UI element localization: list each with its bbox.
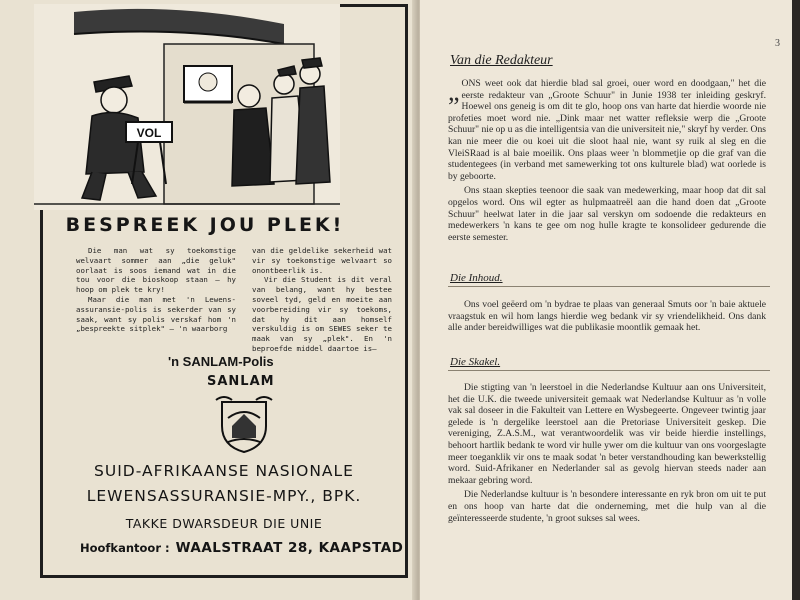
editor-heading: Van die Redakteur bbox=[450, 53, 553, 68]
contents-paragraph: Ons voel geëerd om 'n bydrae te plaas van generaal Smuts oor 'n baie aktuele vraagstuk en wil hom langs hierdie weg bedank vir sy vriendelikheid. Ons dank alle ander bereidwilliges wat die publikasie moontlik gemaak het. bbox=[448, 299, 766, 334]
vol-sign-text: VOL bbox=[136, 126, 162, 140]
link-paragraph: Die Nederlandse kultuur is 'n besondere interessante en ryk bron om uit te put en ons hoop van harte dat die onderneming, met die hulp van al die geïnteresseerde studente, 'n groot sukses sal wees. bbox=[448, 489, 766, 524]
company-name-line-1: SUID-AFRIKAANSE NASIONALE bbox=[94, 462, 354, 480]
head-office bbox=[80, 537, 403, 556]
ad-paragraph: Die man wat sy toekomstige welvaart sommer aan „die geluk" oorlaat is soos iemand wat in die tou voor die bioskoop staan — hy hoop om plek te kry! bbox=[76, 246, 236, 295]
contents-section bbox=[448, 299, 766, 337]
polis-line: 'n SANLAM-Polis bbox=[168, 354, 274, 369]
contents-heading: Die Inhoud. bbox=[450, 272, 503, 284]
sanlam-emblem-icon bbox=[212, 392, 276, 456]
branches-line: TAKKE DWARSDEUR DIE UNIE bbox=[125, 516, 323, 531]
brand-name: SANLAM bbox=[207, 374, 275, 389]
ad-headline: BESPREEK JOU PLEK! bbox=[65, 214, 345, 236]
company-name-line-2: LEWENSASSURANSIE-MPY., BPK. bbox=[86, 487, 362, 505]
ad-paragraph: van die geldelike sekerheid wat vir sy toekomstige welvaart so onontbeerlik is. bbox=[252, 246, 392, 275]
right-page bbox=[420, 0, 792, 600]
editor-paragraph: Ons staan skepties teenoor die saak van medewerking, maar hoop dat dit sal opgelos word. Ons wil egter as hulpmaatreël aan die hand doen dat „Groote Schuur" heelwat later in die jaar sal verskyn om sodoende die redakteurs en medewerkers 'n kans te gee om nog hulle kragte te konsolideer gedurende die eerste semester. bbox=[448, 185, 766, 243]
link-paragraph: Die stigting van 'n leerstoel in die Nederlandse Kultuur aan ons Universiteit, het die U.K. die tweede universiteit gemaak wat Nederlandse Kultuur as 'n volle vak sal doseer in die Fakulteit van Lettere en Wysbegeerte. Ongeveer twintig jaar gelede is 'n dergelike leerstoel aan die Pretoriase Universiteit geskep. Die vereniging, Z.A.S.M., wat verantwoordelik was vir beide hierdie instellings, behoort hartlik bedank te word vir hulle ywer om die kultuur van ons voorgeslagte meer toeganklik vir ons te maak sodat 'n beter verstandhouding kan bewerkstellig word. Suid-Afrikaner en Nederlander sal as gevolg hiervan steeds nader aan mekaar gebring word. bbox=[448, 382, 766, 486]
editor-paragraph-text: ONS weet ook dat hierdie blad sal groei, ouer word en doodgaan," het die eerste redakteur van „Groote Schuur" in Junie 1938 ter inleiding geskryf. Hoewel ons geneig is om dit te glo, hoop ons van harte dat hierdie woorde nie profeties moet word nie. „Dink maar net watter refleksie werp die „Groote Schuur" nie op u as die intelligentsia van die universiteit nie," skryf hy verder. Ons kan nie meer die ou koei uit die sloot haal nie, want sy ruik al sleg en die VleiSRaad is al baie moeilik. Ons plaas weer 'n blommetjie op die graf van die studentegees (in verband met samewerking tot ons kulturele blad) wat oorlede is by geboorte. bbox=[448, 78, 766, 182]
ad-paragraph: Maar die man met 'n Lewens-assuransie-polis is sekerder van sy saak, want sy polis verskaf hom 'n „bespreekte sitplek" — 'n waarborg bbox=[76, 294, 236, 334]
cartoon-illustration bbox=[34, 4, 340, 210]
opening-quote-mark: „ bbox=[448, 77, 460, 106]
editor-section bbox=[448, 78, 766, 246]
head-office-address: WAALSTRAAT 28, KAAPSTAD bbox=[175, 540, 404, 556]
section-divider bbox=[448, 370, 770, 371]
link-heading: Die Skakel. bbox=[450, 356, 501, 368]
editor-paragraph bbox=[448, 78, 766, 182]
link-section bbox=[448, 382, 766, 527]
section-divider bbox=[448, 286, 770, 287]
page-number: 3 bbox=[775, 38, 780, 49]
ad-body-column-2 bbox=[252, 246, 392, 354]
ad-paragraph: Vir die Student is dit veral van belang, want hy bestee soveel tyd, geld en moeite aan voorbereiding vir sy toekoms, dat hy dit aan homself verskuldig is om SEWES seker te maak van sy „plek". En 'n beproefde middel daartoe is— bbox=[252, 275, 392, 353]
head-office-label: Hoofkantoor : bbox=[80, 541, 170, 555]
ad-body-column-1 bbox=[76, 246, 236, 334]
